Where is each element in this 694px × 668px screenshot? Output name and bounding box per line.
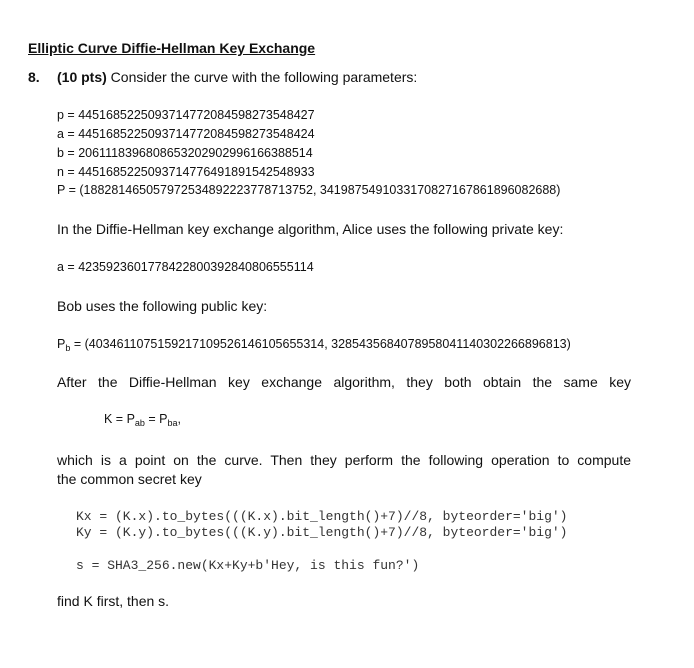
question-number: 8. xyxy=(28,69,40,85)
after-text: After the Diffie-Hellman key exchange algorithm, they both obtain the same key xyxy=(57,374,631,390)
param-P: P = (188281465057972534892223778713752, 3419875491033170827167861896082688) xyxy=(57,183,561,197)
which-text-line2: the common secret key xyxy=(57,471,202,487)
bob-intro: Bob uses the following public key: xyxy=(57,298,268,314)
alice-private-key: a = 4235923601778422800392840806555114 xyxy=(57,260,314,274)
param-p: p = 4451685225093714772084598273548427 xyxy=(57,108,315,122)
code-line-s: s = SHA3_256.new(Kx+Ky+b'Hey, is this fun?') xyxy=(76,558,420,573)
param-a: a = 4451685225093714772084598273548424 xyxy=(57,127,315,141)
question-text xyxy=(57,69,417,85)
question-points: (10 pts) xyxy=(57,69,107,85)
param-n: n = 4451685225093714776491891542548933 xyxy=(57,165,315,179)
bob-public-key: $P_b = (4034611075159217109526146105655314$, 3285435684078958041140302266896813) xyxy=(57,337,571,353)
section-heading: Elliptic Curve Diffie-Hellman Key Exchange xyxy=(28,40,316,56)
alice-intro: In the Diffie-Hellman key exchange algorithm, Alice uses the following private key: xyxy=(57,221,564,237)
key-equation: $K = P_{ab} = P_{ba}$, xyxy=(104,412,182,428)
question-body: Consider the curve with the following parameters: xyxy=(106,69,418,85)
final-instruction: find K first, then s. xyxy=(57,593,170,609)
param-b: b = 2061118396808653202902996166388514 xyxy=(57,146,313,160)
code-line-ky: Ky = (K.y).to_bytes(((K.y).bit_length()+7)//8, byteorder='big') xyxy=(76,525,568,540)
code-line-kx: Kx = (K.x).to_bytes(((K.x).bit_length()+7)//8, byteorder='big') xyxy=(76,509,568,524)
which-text-line1: which is a point on the curve. Then they perform the following operation to compute xyxy=(57,452,631,468)
